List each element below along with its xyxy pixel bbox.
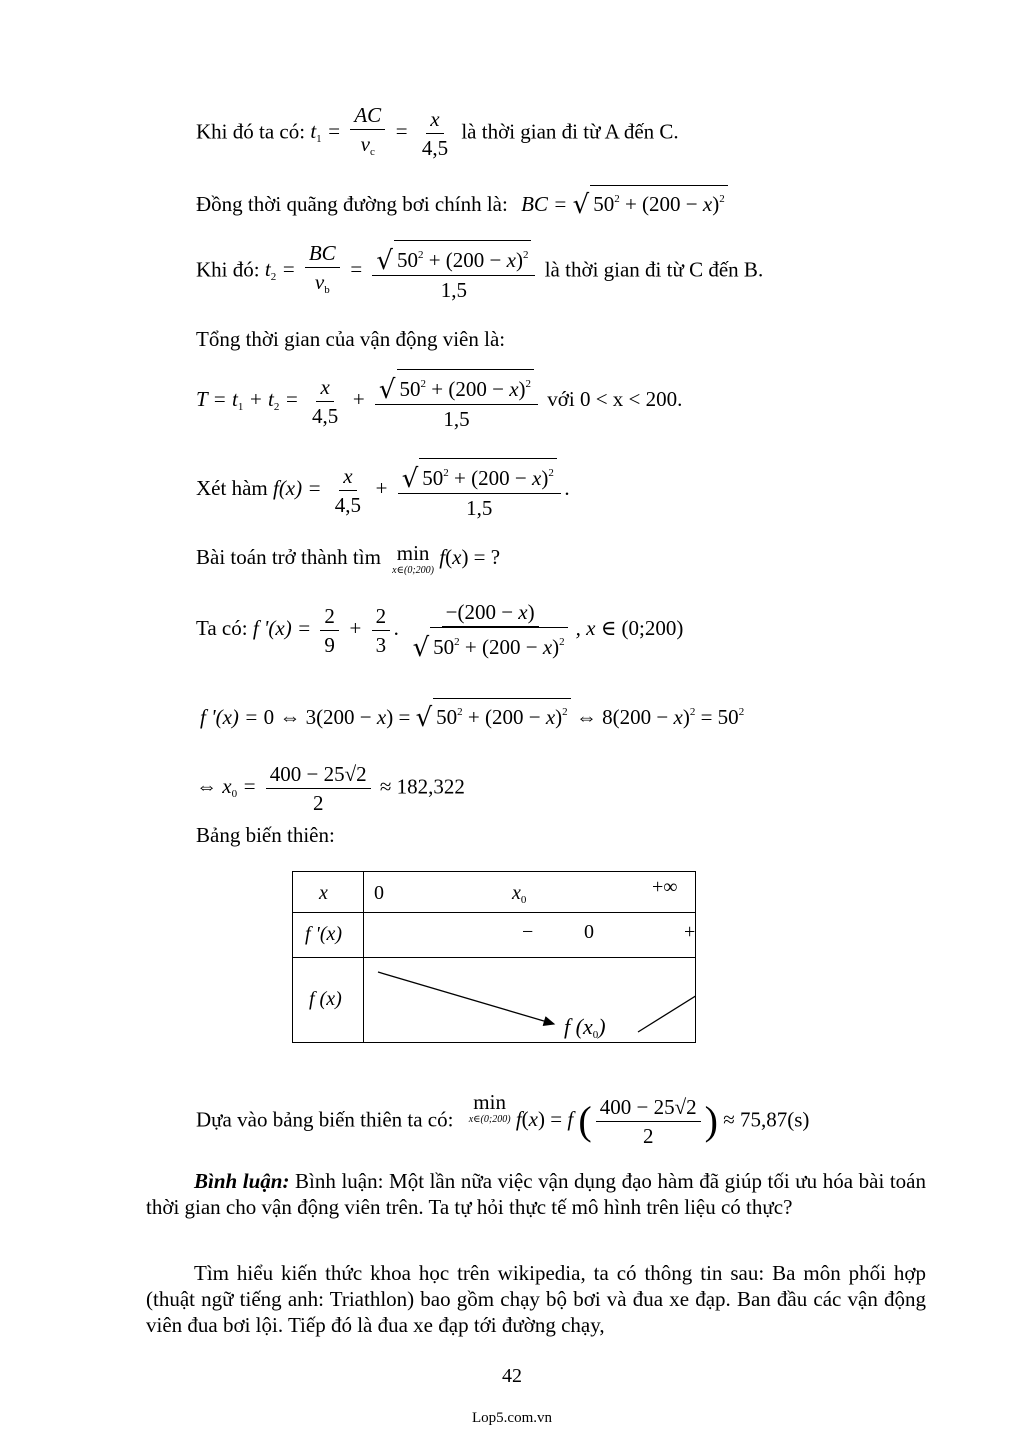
eq-line-t1 <box>196 101 679 166</box>
t2-suffix: là thời gian đi từ C đến B. <box>544 257 764 282</box>
eq-line-t2 <box>196 239 763 304</box>
row-label-derivative: f '(x) <box>305 923 343 945</box>
commentary-text: Bình luận: Một lần nữa việc vận dụng đạo hàm đã giúp tối ưu hóa bài toán thời gian cho vận động viên trên. Ta tự hỏi thực tế mô hình trên liệu có thực? <box>146 1169 926 1219</box>
derivative-prefix: Ta có: <box>196 615 248 640</box>
x0-formula: ⇔ $x_0$ = $\frac{400 - 25√2}{2}$ <box>196 774 375 798</box>
eq-line-root <box>200 698 744 731</box>
conclusion-formula: min x∈(0;200) f(x) = f ( $\frac{400 - 25√2}{2}$ ) <box>468 1090 718 1148</box>
eq-line-derivative <box>196 598 683 662</box>
derivative-sign-plus: + <box>684 921 696 943</box>
bc-prefix: Đồng thời quãng đường bơi chính là: <box>196 192 508 216</box>
t1-prefix: Khi đó ta có: <box>196 119 306 144</box>
wiki-paragraph: Tìm hiểu kiến thức khoa học trên wikipedia, ta có thông tin sau: Ba môn phối hợp (thuật ngữ tiếng anh: Triathlon) bao gồm chạy bộ bơi và đua xe đạp. Ban đầu các vận động viên đua bơi lội. Tiếp đó là đua xe đạp tới đường chạy, <box>146 1261 926 1337</box>
table-row <box>293 958 696 1043</box>
variation-heading: Bảng biến thiên: <box>196 823 335 847</box>
min-formula: min x∈(0;200) f(x) = ? <box>392 541 501 576</box>
decreasing-arrow <box>378 972 554 1024</box>
total-suffix: với 0 < x < 200. <box>547 386 683 411</box>
increasing-arrow <box>638 972 695 1032</box>
fx-formula: f(x) = $\frac{x}{4,5}$ + $\frac{√ 50^2 + (200 - x)^2}{1,5}$ . <box>273 476 570 500</box>
commentary-paragraph <box>146 1168 926 1220</box>
conclusion-prefix: Dựa vào bảng biến thiên ta có: <box>196 1107 454 1132</box>
min-prefix: Bài toán trở thành tìm <box>196 545 381 569</box>
eq-line-conclusion <box>196 1090 810 1150</box>
t1-formula: $t_1$ = $\frac{AC}{v_c}$ = $\frac{x}{4,5}$ <box>310 103 449 160</box>
x0-value: ≈ 182,322 <box>379 774 465 799</box>
site-footer: Lop5.com.vn <box>472 1410 552 1426</box>
table-row <box>293 913 696 958</box>
commentary-label: Bình luận: <box>194 1169 290 1193</box>
eq-line-fx <box>196 458 570 522</box>
eq-line-bc <box>196 185 728 218</box>
row-label-function: f (x) <box>309 988 342 1010</box>
eq-line-x0 <box>196 760 465 817</box>
x-value-zero: 0 <box>374 882 384 904</box>
t2-prefix: Khi đó: <box>196 257 260 282</box>
root-equation: f '(x) = 0 ⇔ 3(200 − x) = √ $50^2 + (200 - x)^2$ ⇔ $8(200 - x)^2 = 50^2$ <box>200 705 744 729</box>
x-value-x0: $x_0$ <box>512 882 527 906</box>
table-row <box>293 872 696 913</box>
t2-formula: $t_2$ = $\frac{BC}{v_b}$ = $\frac{√ 50^2 + (200 - x)^2}{1,5}$ <box>265 257 540 281</box>
variation-table <box>292 871 696 1043</box>
t1-suffix: là thời gian đi từ A đến C. <box>461 119 679 144</box>
eq-line-total <box>196 369 682 433</box>
derivative-zero: 0 <box>584 921 594 943</box>
x-value-infinity: +∞ <box>652 876 678 898</box>
total-formula: $T = t_1 + t_2$ = $\frac{x}{4,5}$ + $\frac{√ 50^2 + (200 - x)^2}{1,5}$ <box>196 387 542 411</box>
derivative-sign-minus: − <box>522 921 534 943</box>
total-time-heading: Tổng thời gian của vận động viên là: <box>196 327 506 351</box>
row-label-x: x <box>319 882 328 904</box>
page-number: 42 <box>502 1365 522 1387</box>
bc-formula: BC = √ $50^2 + (200 - x)^2$ <box>521 192 728 216</box>
conclusion-value: ≈ 75,87(s) <box>723 1107 810 1132</box>
eq-line-min <box>196 541 501 580</box>
variation-arrows <box>364 958 695 1042</box>
derivative-formula: f '(x) = $\frac{2}{9}$ + $\frac{2}{3}$ . $\frac{-(200 - x)}{√ 50^2 + (200 - x)^2}$ , x ∈ (0;200) <box>252 600 684 663</box>
function-min-value: f $(x_0)$ <box>564 1014 606 1041</box>
fx-prefix: Xét hàm <box>196 475 268 500</box>
